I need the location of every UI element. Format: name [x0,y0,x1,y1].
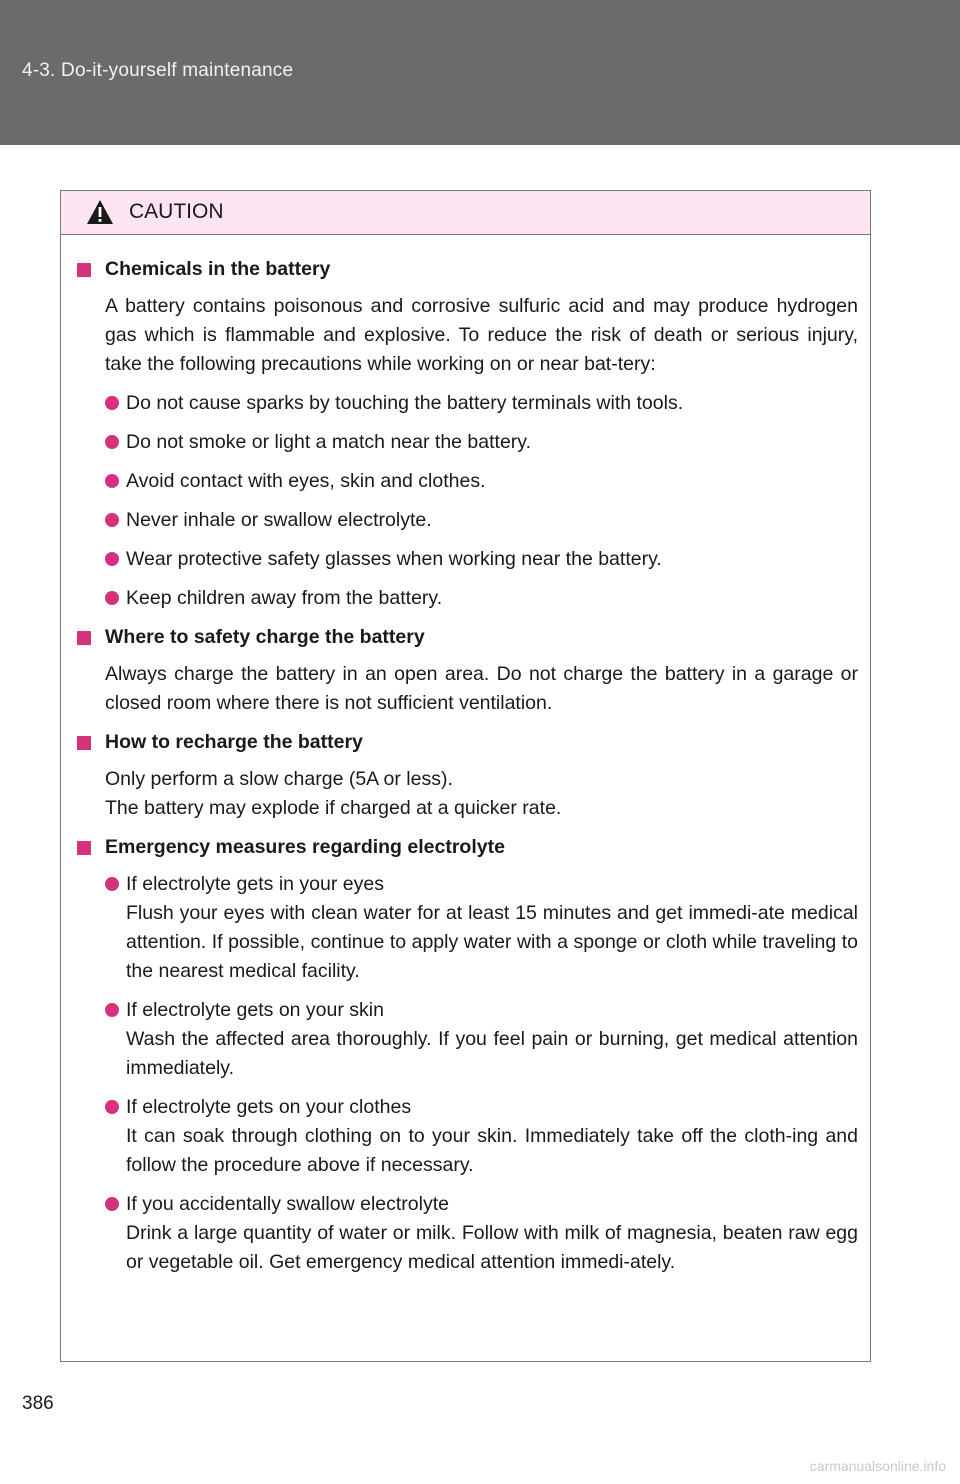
caution-header [61,191,870,235]
list-item: Keep children away from the battery. [77,584,858,613]
list-item: If you accidentally swallow electrolyte Drink a large quantity of water or milk. Follow with milk of magnesia, beaten raw egg or vegetable oil. Get emergency medical attention immedi-ately. [77,1190,858,1277]
warning-triangle-icon [86,199,114,225]
square-bullet-icon [77,841,91,855]
list-item: Never inhale or swallow electrolyte. [77,506,858,535]
section-title: 4-3. Do-it-yourself maintenance [22,60,294,81]
circle-bullet-icon [105,474,119,488]
circle-bullet-icon [105,1100,119,1114]
circle-bullet-icon [105,552,119,566]
section-paragraph: Always charge the battery in an open area. Do not charge the battery in a garage or closed room where there is not sufficient ventilation. [105,663,858,714]
section-heading: Emergency measures regarding electrolyte [77,833,858,862]
caution-box [60,190,871,1362]
page-header [0,0,960,145]
circle-bullet-icon [105,513,119,527]
circle-bullet-icon [105,435,119,449]
list-item: Do not smoke or light a match near the battery. [77,428,858,457]
list-item: If electrolyte gets on your clothes It can soak through clothing on to your skin. Immediately take off the cloth-ing and follow the procedure above if necessary. [77,1093,858,1180]
square-bullet-icon [77,631,91,645]
circle-bullet-icon [105,1197,119,1211]
section-paragraph: A battery contains poisonous and corrosive sulfuric acid and may produce hydrogen gas which is flammable and explosive. To reduce the risk of death or serious injury, take the following precautions while working on or near bat-tery: [105,295,858,375]
caution-content [61,235,870,1277]
section-paragraph: Only perform a slow charge (5A or less). The battery may explode if charged at a quicker rate. [105,768,562,819]
circle-bullet-icon [105,591,119,605]
list-item: Avoid contact with eyes, skin and clothes. [77,467,858,496]
list-item: Wear protective safety glasses when working near the battery. [77,545,858,574]
page-number: 386 [22,1393,54,1414]
watermark: carmanualsonline.info [809,1458,946,1474]
square-bullet-icon [77,736,91,750]
circle-bullet-icon [105,396,119,410]
section-heading: Chemicals in the battery [77,255,858,284]
section-heading: Where to safety charge the battery [77,623,858,652]
list-item: Do not cause sparks by touching the battery terminals with tools. [77,389,858,418]
circle-bullet-icon [105,1003,119,1017]
circle-bullet-icon [105,877,119,891]
caution-label: CAUTION [129,200,224,223]
list-item: If electrolyte gets in your eyes Flush your eyes with clean water for at least 15 minutes and get immedi-ate medical attention. If possible, continue to apply water with a sponge or cloth while traveling to the nearest medical facility. [77,870,858,986]
square-bullet-icon [77,263,91,277]
section-heading: How to recharge the battery [77,728,858,757]
list-item: If electrolyte gets on your skin Wash the affected area thoroughly. If you feel pain or burning, get medical attention immediately. [77,996,858,1083]
